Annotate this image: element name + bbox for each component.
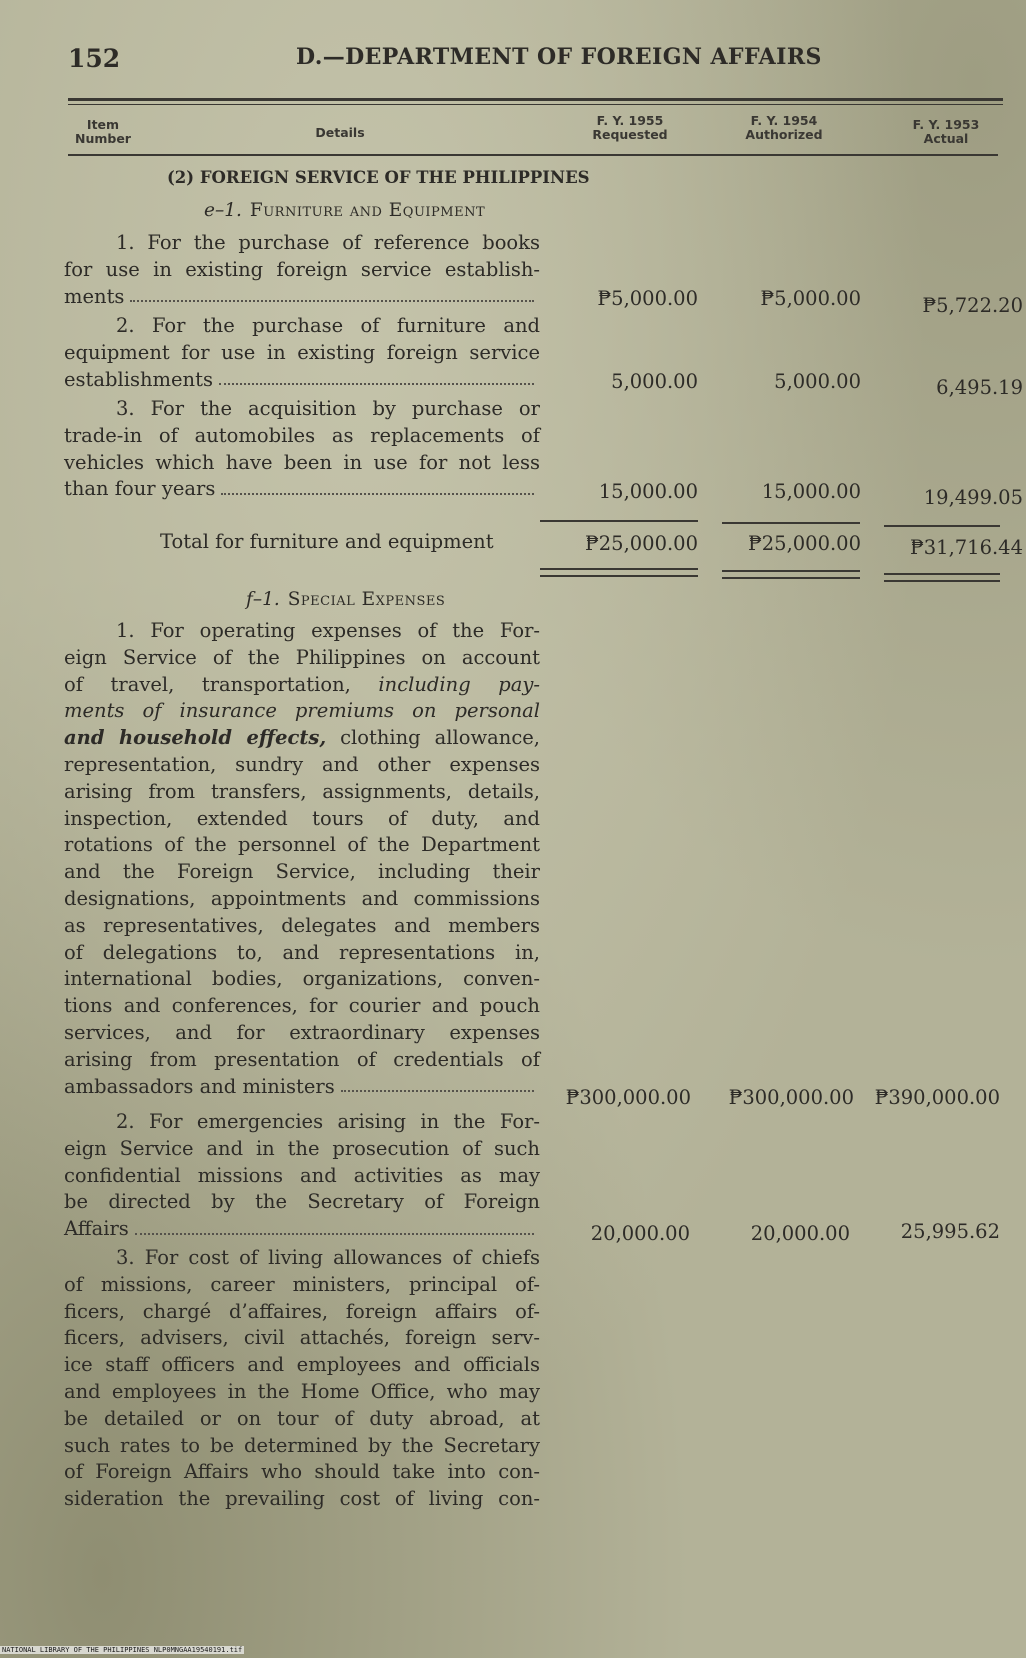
header-rule-second <box>68 104 1003 105</box>
special-item-3-line: and employees in the Home Office, who may <box>64 1379 540 1403</box>
furniture-item-2-fy1954: 5,000.00 <box>774 370 861 393</box>
furniture-item-1-line-last <box>64 284 540 311</box>
col-head-item-line2: Number <box>75 131 131 146</box>
subsection-furniture-code: e–1. <box>204 200 242 221</box>
col-head-fy1954-type: Authorized <box>745 127 823 142</box>
furniture-item-1-line: for use in existing foreign service establish- <box>64 257 540 281</box>
furniture-item-2-line: equipment for use in existing foreign service <box>64 340 540 364</box>
special-item-2-fy1953: 25,995.62 <box>900 1220 1000 1243</box>
page-number: 152 <box>68 44 121 73</box>
special-item-1-line: international bodies, organizations, conven- <box>64 967 540 991</box>
total-furniture-fy1954: ₱25,000.00 <box>747 532 861 555</box>
special-item-1-line: inspection, extended tours of duty, and <box>64 806 540 830</box>
total-overline-fy1955 <box>540 520 698 522</box>
special-item-1-fy1955: ₱300,000.00 <box>565 1086 691 1109</box>
special-item-2-line: 2. For emergencies arising in the For- <box>116 1110 540 1133</box>
subsection-special-code: f–1. <box>246 589 280 610</box>
col-head-fy1955-year: F. Y. 1955 <box>596 113 664 128</box>
special-item-3 <box>64 1245 540 1513</box>
special-item-3-line: of missions, career ministers, principal of- <box>64 1272 540 1296</box>
section-heading: (2) FOREIGN SERVICE OF THE PHILIPPINES <box>167 168 590 187</box>
special-item-3-line: of Foreign Affairs who should take into con- <box>64 1460 540 1484</box>
scan-footer-label: NATIONAL LIBRARY OF THE PHILIPPINES NLP0MNGAA19540191.tif <box>2 1646 243 1654</box>
total-furniture-fy1953: ₱31,716.44 <box>909 536 1023 559</box>
furniture-item-1-line: ments <box>64 284 125 308</box>
col-head-fy1955-type: Requested <box>592 127 668 142</box>
furniture-item-1-line: 1. For the purchase of reference books <box>116 231 540 254</box>
furniture-item-3-fy1954: 15,000.00 <box>761 480 861 503</box>
leader-dots <box>130 284 534 303</box>
special-item-2-fy1954: 20,000.00 <box>750 1222 850 1245</box>
col-head-fy1953-type: Actual <box>923 131 969 146</box>
special-item-1-line: arising from presentation of credentials of <box>64 1047 540 1071</box>
total-furniture-label: Total for furniture and equipment <box>160 530 494 553</box>
leader-dots <box>135 1216 534 1235</box>
special-item-1 <box>64 618 540 1100</box>
special-item-1-line: eign Service of the Philippines on account <box>64 645 540 669</box>
special-item-3-line: be detailed or on tour of duty abroad, at <box>64 1406 540 1430</box>
special-item-1-line: ments of insurance premiums on personal <box>64 699 540 723</box>
furniture-item-1-fy1954: ₱5,000.00 <box>760 287 861 310</box>
furniture-item-3-fy1955: 15,000.00 <box>598 480 698 503</box>
subsection-furniture-heading <box>204 200 485 221</box>
special-item-3-line: such rates to be determined by the Secretary <box>64 1433 540 1457</box>
total-furniture-fy1955: ₱25,000.00 <box>584 532 698 555</box>
special-item-2-line: Affairs <box>64 1217 129 1241</box>
special-item-1-line: and the Foreign Service, including their <box>64 860 540 884</box>
special-item-1-line: designations, appointments and commissions <box>64 886 540 910</box>
special-item-2-line: confidential missions and activities as may <box>64 1163 540 1187</box>
special-item-1-line: ambassadors and ministers <box>64 1074 335 1098</box>
col-head-details <box>270 126 410 140</box>
special-item-3-line: ice staff officers and employees and officials <box>64 1353 540 1377</box>
furniture-item-2-fy1955: 5,000.00 <box>611 370 698 393</box>
leader-dots <box>221 476 534 495</box>
furniture-item-3-line: 3. For the acquisition by purchase or <box>116 397 540 420</box>
special-item-1-line: arising from transfers, assignments, details, <box>64 779 540 803</box>
total-overline-fy1954 <box>722 522 860 524</box>
col-head-details-label: Details <box>315 125 365 140</box>
col-head-fy1954 <box>724 114 844 142</box>
special-item-1-line: as representatives, delegates and members <box>64 913 540 937</box>
header-rule-bottom <box>68 154 998 156</box>
special-item-1-line: rotations of the personnel of the Department <box>64 833 540 857</box>
subsection-special-heading <box>246 589 445 610</box>
special-item-1-line: of delegations to, and representations in, <box>64 940 540 964</box>
furniture-item-2 <box>64 313 540 393</box>
furniture-item-3-fy1953: 19,499.05 <box>923 486 1023 509</box>
furniture-item-2-fy1953: 6,495.19 <box>936 376 1023 399</box>
total-overline-fy1953 <box>884 525 1000 527</box>
special-item-1-fy1953: ₱390,000.00 <box>874 1086 1000 1109</box>
furniture-item-3-line: trade-in of automobiles as replacements of <box>64 423 540 447</box>
furniture-item-1-fy1953: ₱5,722.20 <box>922 294 1023 317</box>
furniture-item-3-line: vehicles which have been in use for not less <box>64 450 540 474</box>
special-item-3-line: sideration the prevailing cost of living con- <box>64 1487 540 1511</box>
special-item-1-line: tions and conferences, for courier and pouch <box>64 994 540 1018</box>
page-title: D.—DEPARTMENT OF FOREIGN AFFAIRS <box>296 44 822 70</box>
special-item-3-line: ficers, chargé d’affaires, foreign affairs of- <box>64 1299 540 1323</box>
leader-dots <box>219 367 534 386</box>
furniture-item-3 <box>64 396 540 503</box>
special-item-1-line: and household effects, clothing allowance, <box>64 726 540 750</box>
special-item-3-line: 3. For cost of living allowances of chiefs <box>116 1246 540 1269</box>
special-item-3-line: ficers, advisers, civil attachés, foreign serv- <box>64 1326 540 1350</box>
total-double-rule-fy1953 <box>884 573 1000 582</box>
subsection-special-title: Special Expenses <box>287 589 446 610</box>
furniture-item-2-line-last <box>64 367 540 394</box>
total-double-rule-fy1955 <box>540 568 698 577</box>
special-item-2-line-last <box>64 1216 540 1243</box>
col-head-fy1953 <box>886 118 1006 146</box>
furniture-item-1-fy1955: ₱5,000.00 <box>597 287 698 310</box>
leader-dots <box>341 1074 534 1093</box>
col-head-fy1953-year: F. Y. 1953 <box>912 117 980 132</box>
furniture-item-1 <box>64 230 540 310</box>
col-head-item-line1: Item <box>86 117 120 132</box>
col-head-item <box>68 118 138 146</box>
special-item-1-line: of travel, transportation, including pay- <box>64 672 540 696</box>
total-double-rule-fy1954 <box>722 570 860 579</box>
furniture-item-3-line-last <box>64 476 540 503</box>
special-item-2-line: be directed by the Secretary of Foreign <box>64 1190 540 1214</box>
special-item-1-fy1954: ₱300,000.00 <box>728 1086 854 1109</box>
special-item-2-line: eign Service and in the prosecution of such <box>64 1136 540 1160</box>
col-head-fy1955 <box>570 114 690 142</box>
special-item-1-line: 1. For operating expenses of the For- <box>116 619 540 642</box>
special-item-2 <box>64 1109 540 1243</box>
header-rule-top <box>68 98 1003 101</box>
col-head-fy1954-year: F. Y. 1954 <box>750 113 818 128</box>
special-item-1-line: services, and for extraordinary expenses <box>64 1020 540 1044</box>
furniture-item-3-line: than four years <box>64 477 216 501</box>
special-item-1-line-last <box>64 1074 540 1101</box>
special-item-2-fy1955: 20,000.00 <box>590 1222 690 1245</box>
furniture-item-2-line: establishments <box>64 367 213 391</box>
furniture-item-2-line: 2. For the purchase of furniture and <box>116 314 540 337</box>
special-item-1-line: representation, sundry and other expenses <box>64 752 540 776</box>
subsection-furniture-title: Furniture and Equipment <box>249 200 486 221</box>
